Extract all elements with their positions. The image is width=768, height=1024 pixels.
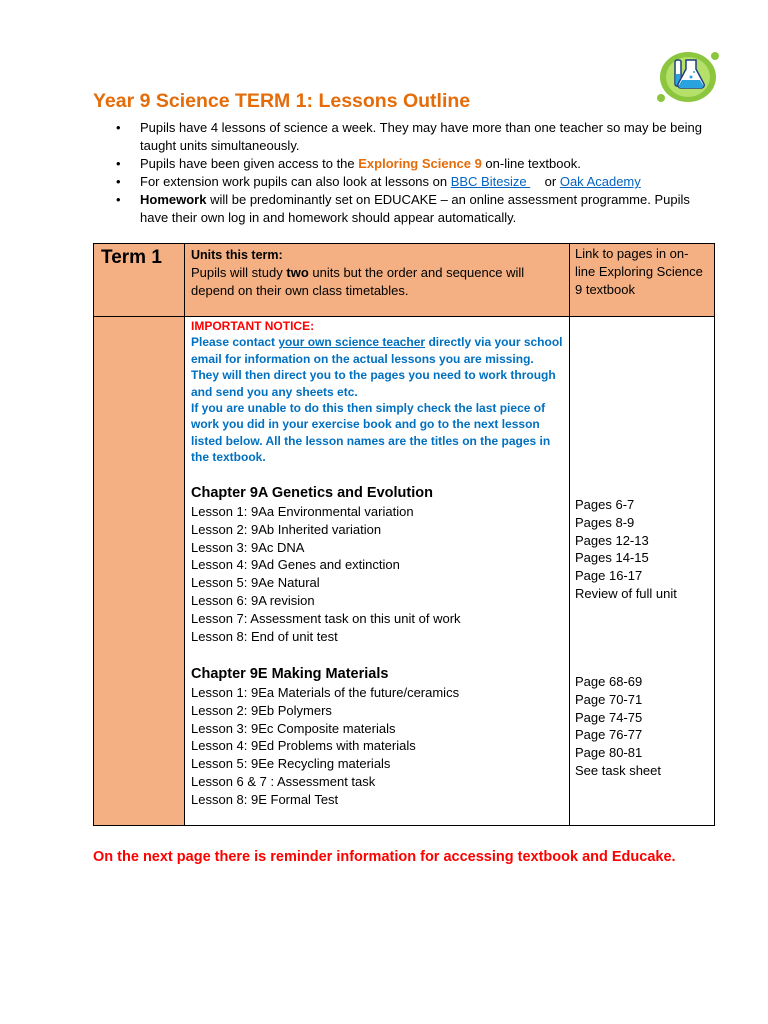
lesson-item: Lesson 2: 9Eb Polymers: [191, 702, 332, 718]
bullet-icon: •: [116, 156, 121, 171]
chapter-9a-pages: [575, 496, 707, 603]
units-description: Pupils will study two units but the order and sequence will depend on their own class timetables.: [191, 265, 525, 298]
lesson-item: Lesson 3: 9Ec Composite materials: [191, 720, 396, 736]
page-ref: Review of full unit: [575, 585, 677, 601]
lesson-item: Lesson 1: 9Ea Materials of the future/ceramics: [191, 685, 460, 700]
bullet-icon: •: [116, 174, 121, 189]
page-ref: Pages 14-15: [575, 550, 649, 566]
term-label: Term 1: [101, 247, 162, 268]
own-teacher-link[interactable]: your own science teacher: [278, 335, 426, 350]
bullet-text: on-line textbook.: [481, 156, 581, 171]
intro-bullet-list: [116, 119, 706, 227]
lesson-item: Lesson 3: 9Ac DNA: [191, 539, 305, 555]
lesson-item: Lesson 8: End of unit test: [191, 628, 338, 644]
lessons-table: [93, 243, 715, 826]
page-ref: See task sheet: [575, 762, 661, 778]
lesson-item: Lesson 5: 9Ee Recycling materials: [191, 756, 391, 772]
list-item: [116, 119, 706, 155]
bullet-text: will be predominantly set on EDUCAKE – an online assessment programme. Pupils have their own log in and homework should appear automatically.: [140, 192, 690, 225]
link-header-cell: Link to pages in on-line Exploring Science 9 textbook: [575, 246, 703, 297]
oak-academy-link[interactable]: Oak Academy: [559, 174, 641, 189]
bullet-text: For extension work pupils can also look at lessons on: [140, 174, 451, 189]
footer-reminder: On the next page there is reminder information for accessing textbook and Educake.: [93, 849, 676, 865]
page-ref: Pages 8-9: [575, 514, 635, 530]
exploring-science-highlight: Exploring Science 9: [358, 156, 482, 171]
science-flask-logo-icon: [655, 48, 721, 106]
list-item: [116, 155, 706, 173]
page-ref: Page 80-81: [575, 745, 643, 761]
bbc-bitesize-link[interactable]: BBC Bitesize: [450, 174, 531, 189]
column-divider: [184, 244, 185, 825]
notice-text: Please contact your own science teacher directly via your school email for information on the actual lessons you are missing. They will then direct you to the pages you need to work through and send you any sheets etc.: [191, 335, 563, 399]
page-ref: Page 74-75: [575, 709, 643, 725]
bullet-icon: •: [116, 192, 121, 207]
page-ref: Page 70-71: [575, 691, 643, 707]
page-ref: Pages 6-7: [575, 497, 635, 512]
page-ref: Pages 12-13: [575, 532, 649, 548]
bullet-text: Pupils have been given access to the: [140, 156, 359, 171]
lesson-item: Lesson 6: 9A revision: [191, 592, 315, 608]
units-heading: Units this term:: [191, 248, 283, 262]
lesson-item: Lesson 6 & 7 : Assessment task: [191, 773, 376, 789]
notice-text-2: If you are unable to do this then simply check the last piece of work you did in your exercise book and go to the next lesson listed below. All the lesson names are the titles on the pages in the textbook.: [191, 401, 551, 465]
lesson-item: Lesson 4: 9Ad Genes and extinction: [191, 557, 400, 573]
page-ref: Page 16-17: [575, 568, 643, 584]
lesson-item: Lesson 7: Assessment task on this unit of work: [191, 610, 461, 626]
column-divider: [569, 244, 570, 825]
page-title: Year 9 Science TERM 1: Lessons Outline: [93, 90, 471, 112]
chapter-title: Chapter 9A Genetics and Evolution: [191, 485, 433, 501]
lesson-item: Lesson 4: 9Ed Problems with materials: [191, 738, 416, 754]
term-column-fill: [94, 244, 184, 825]
bullet-text: or: [530, 174, 560, 189]
list-item: [116, 191, 706, 227]
lesson-item: Lesson 2: 9Ab Inherited variation: [191, 521, 382, 537]
chapter-9e-section: [191, 665, 563, 809]
bullet-icon: •: [116, 120, 121, 135]
lesson-item: Lesson 8: 9E Formal Test: [191, 791, 339, 807]
units-header-cell: [191, 246, 563, 300]
important-notice: [191, 318, 563, 466]
chapter-9a-section: [191, 484, 563, 645]
bullet-text: Pupils have 4 lessons of science a week. They may have more than one teacher so may be being taught units simultaneously.: [140, 120, 702, 153]
lesson-item: Lesson 5: 9Ae Natural: [191, 575, 320, 591]
notice-heading: IMPORTANT NOTICE:: [191, 319, 315, 333]
homework-label: Homework: [140, 192, 207, 207]
notice-cell: [191, 318, 563, 466]
chapter-title: Chapter 9E Making Materials: [191, 666, 389, 682]
lesson-item: Lesson 1: 9Aa Environmental variation: [191, 504, 414, 519]
chapter-9e-pages: [575, 673, 707, 780]
list-item: [116, 173, 706, 191]
page-ref: Page 76-77: [575, 727, 643, 743]
row-divider: [94, 316, 714, 317]
page-ref: Page 68-69: [575, 674, 643, 689]
